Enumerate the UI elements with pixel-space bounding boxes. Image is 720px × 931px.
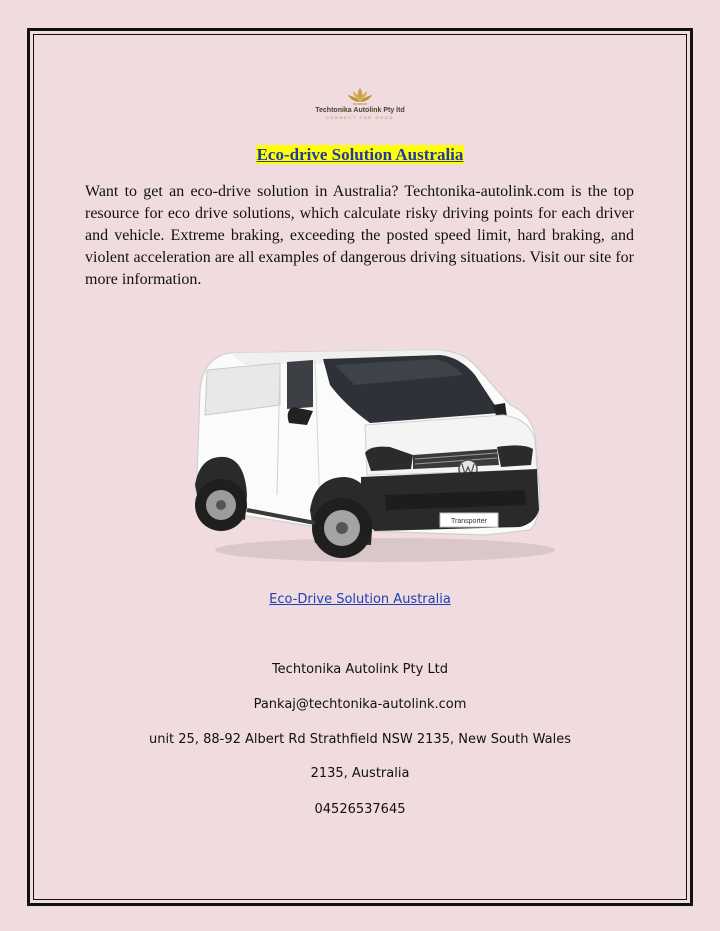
address-line-1: unit 25, 88-92 Albert Rd Strathfield NSW 2135, New South Wales — [148, 732, 572, 747]
logo-tagline: CONNECT FOR GOOD — [325, 115, 395, 120]
address-line-2: 2135, Australia — [310, 766, 410, 781]
contact-email: Pankaj@techtonika-autolink.com — [253, 697, 467, 712]
intro-paragraph: Want to get an eco-drive solution in Australia? Techtonika-autolink.com is the top resource for eco drive solutions, which calculate risky driving points for each driver and vehicle. Extreme braking, exceeding the posted speed limit, hard braking, and violent acceleration are all examples of dangerous driving situations. Visit our site for more information. — [85, 183, 634, 288]
lotus-icon — [345, 86, 375, 106]
company-logo — [300, 86, 420, 132]
page-title — [0, 145, 720, 165]
page-title-text: Eco-drive Solution Australia — [256, 145, 464, 164]
contact-phone: 04526537645 — [314, 802, 406, 817]
product-link-wrap — [0, 592, 720, 607]
logo-name: Techtonika Autolink Pty ltd — [315, 107, 405, 114]
company-name: Techtonika Autolink Pty Ltd — [271, 662, 449, 677]
eco-drive-link[interactable]: Eco-Drive Solution Australia — [269, 592, 451, 607]
van-image — [185, 345, 555, 570]
plate-badge-text: Transporter — [451, 518, 487, 525]
